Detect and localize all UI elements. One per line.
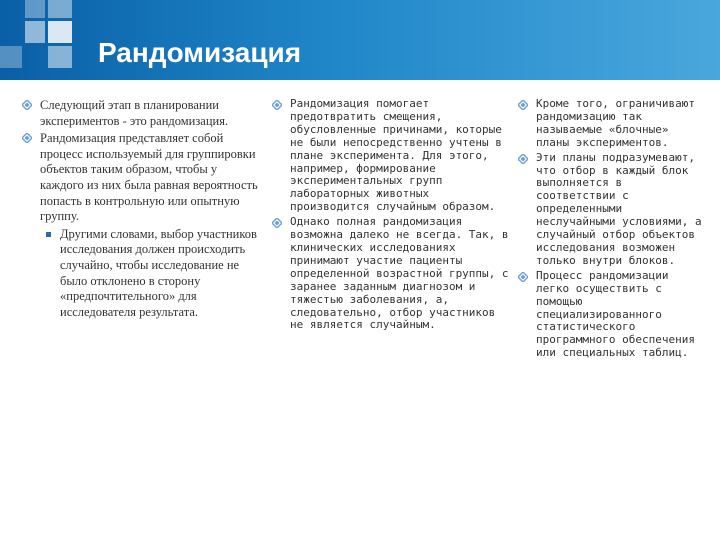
decor-square: [48, 21, 72, 43]
diamond-bullet-icon: [22, 133, 32, 143]
column-middle: [272, 98, 512, 334]
diamond-bullet-icon: [518, 100, 528, 110]
square-bullet-icon: [46, 232, 51, 237]
decor-square: [0, 46, 22, 68]
list-item-text: Следующий этап в планировании экспериментов - это рандомизация.: [40, 98, 229, 128]
list-item-text: Эти планы подразумевают, что отбор в каждый блок выполняется в соответствии с определенными неслучайными условиями, а случайный отбор объектов исследования возможен только внутри блоков.: [536, 150, 702, 267]
sub-list-item: [22, 227, 264, 321]
list-item-text: Кроме того, ограничивают рандомизацию так называемые «блочные» планы экспериментов.: [536, 97, 695, 149]
slide-title: Рандомизация: [98, 37, 302, 68]
decor-square: [48, 0, 72, 18]
list-item: [272, 216, 512, 332]
list-item: [518, 98, 703, 150]
diamond-bullet-icon: [518, 154, 528, 164]
column-left: [22, 98, 264, 320]
decor-square: [25, 21, 45, 43]
list-item: [22, 98, 264, 129]
list-item-text: Рандомизация представляет собой процесс используемый для группировки объектов таким образом, чтобы у каждого из них была равная вероятность попасть в контрольную или опытную группу.: [40, 131, 258, 224]
list-item: [518, 152, 703, 268]
decor-square: [48, 46, 72, 68]
decor-square: [25, 0, 45, 18]
list-item: [22, 131, 264, 225]
title-banner: [0, 0, 720, 80]
diamond-bullet-icon: [518, 272, 528, 282]
diamond-bullet-icon: [272, 218, 282, 228]
list-item-text: Процесс рандомизации легко осуществить с помощью специализированного статистического программного обеспечения или специальных таблиц.: [536, 268, 695, 360]
sub-list-item-text: Другими словами, выбор участников исследования должен происходить случайно, чтобы исследование не было отклонено в сторону «предпочтительного» для исследователя результата.: [60, 226, 257, 319]
diamond-bullet-icon: [22, 100, 32, 110]
list-item-text: Однако полная рандомизация возможна далеко не всегда. Так, в клинических исследованиях принимают участие пациенты определенной возрастной группы, с заранее заданным диагнозом и тяжестью заболевания, а, следовательно, отбор участников не является случайным.: [290, 215, 509, 332]
diamond-bullet-icon: [272, 100, 282, 110]
list-item-text: Рандомизация помогает предотвратить смещения, обусловленные причинами, которые не были непосредственно учтены в плане эксперимента. Для этого, например, формирование экспериментальных групп лабораторных животных производится случайным образом.: [290, 97, 502, 214]
list-item: [518, 270, 703, 360]
list-item: [272, 98, 512, 214]
column-right: [518, 98, 703, 362]
